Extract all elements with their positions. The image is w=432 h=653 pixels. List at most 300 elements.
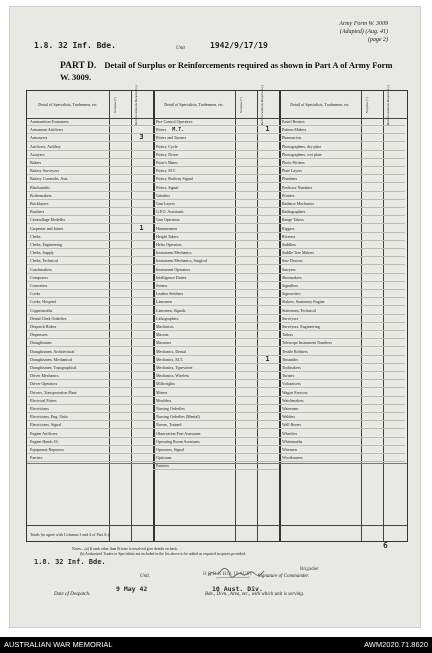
row-cell	[235, 405, 257, 413]
row-label: Observation Post Assistants	[156, 430, 201, 436]
table-row	[153, 454, 235, 462]
row-label: Wheelers	[282, 430, 298, 436]
row-cell	[109, 159, 131, 167]
row-cell	[109, 208, 131, 216]
row-cell	[235, 257, 257, 265]
row-label: Dental Clerk Orderlies	[30, 315, 67, 321]
row-cell	[235, 323, 257, 331]
row-cell	[109, 298, 131, 306]
row-label: Boilermakers	[30, 192, 52, 198]
reinforcement-count: 1	[265, 125, 270, 134]
row-cell	[235, 184, 257, 192]
row-label: Concreters	[30, 283, 48, 288]
table-row	[279, 331, 361, 339]
row-cell	[383, 143, 405, 151]
row-label: Draughtsmen, Mechanical	[30, 356, 73, 362]
row-cell	[109, 315, 131, 323]
row-label: Battery Surveyors	[30, 168, 59, 174]
total-value: 6	[383, 541, 388, 550]
row-cell	[361, 339, 383, 347]
row-cell	[383, 118, 405, 126]
row-cell	[235, 307, 257, 315]
row-cell	[235, 266, 257, 274]
row-label: Height Takers	[156, 233, 179, 239]
row-label: Electrical Fitters	[30, 397, 57, 403]
row-cell	[109, 430, 131, 438]
table-row	[153, 159, 235, 167]
row-label: Surveyors	[282, 315, 299, 321]
part-title-text: Detail of Surplus or Reinforcements required as shown in Part A of Army Form W. 3009.	[60, 60, 393, 82]
row-cell	[131, 200, 153, 208]
row-label: Wagon Erectors	[282, 389, 308, 395]
row-cell	[235, 208, 257, 216]
table-row	[279, 216, 361, 224]
row-cell	[383, 405, 405, 413]
row-label: Fitter's Mates	[156, 160, 178, 165]
row-cell	[257, 307, 279, 315]
table-row	[279, 397, 361, 405]
row-label: Surveyors, Engineering	[282, 324, 320, 329]
row-cell	[257, 290, 279, 298]
table-row	[27, 241, 109, 249]
row-cell	[109, 200, 131, 208]
col3-surplus-header: Surplus (+)	[364, 96, 369, 113]
row-label: Blacksmiths	[30, 184, 50, 190]
row-label: Coppersmiths	[30, 307, 53, 313]
col1-reinf-header: Reinforcements Required (-)	[134, 84, 139, 125]
row-cell	[361, 225, 383, 233]
col3-header: Detail of Specialists, Tradesmen, etc.	[290, 102, 350, 107]
table-row	[153, 438, 235, 446]
row-label: Joiners	[156, 283, 168, 288]
table-row	[279, 257, 361, 265]
row-cell	[109, 446, 131, 454]
table-row	[153, 389, 235, 397]
row-label: Draughtsmen, Architectural	[30, 348, 75, 354]
row-cell	[131, 249, 153, 257]
table-row	[279, 126, 361, 134]
row-label: Fitters and Turners	[156, 135, 187, 141]
row-label: Photographers, wet plate	[282, 151, 322, 157]
row-label: Carpenter and Joiner	[30, 225, 64, 231]
row-cell	[257, 192, 279, 200]
row-cell	[109, 397, 131, 405]
table-row	[153, 290, 235, 298]
row-cell	[383, 282, 405, 290]
row-label: Textile Refitters	[282, 348, 308, 354]
row-cell	[235, 331, 257, 339]
table-row	[27, 315, 109, 323]
table-row	[153, 323, 235, 331]
row-label: Signwriters	[282, 291, 301, 297]
row-label: Tailors	[282, 332, 294, 338]
row-label: Clerks	[30, 233, 41, 239]
row-label: Painters	[156, 463, 169, 469]
row-cell	[131, 159, 153, 167]
table-row	[279, 380, 361, 388]
row-cell	[257, 159, 279, 167]
row-label: Fitters, Railway Signal	[156, 176, 193, 182]
row-cell	[235, 241, 257, 249]
row-label: Fitters	[156, 127, 167, 133]
row-cell	[235, 413, 257, 421]
row-label: Radiographers	[282, 209, 306, 215]
row-cell	[131, 421, 153, 429]
row-cell	[257, 380, 279, 388]
row-cell	[109, 331, 131, 339]
row-cell	[235, 380, 257, 388]
table-row	[27, 233, 109, 241]
row-label: Ammunition Examiners	[30, 119, 69, 124]
row-label: Drivers, Transportation Plant	[30, 389, 77, 395]
table-row	[279, 143, 361, 151]
row-cell	[257, 184, 279, 192]
row-label: Electricians	[30, 406, 49, 411]
row-label: Tinsmiths	[282, 356, 298, 362]
row-label: Operating Room Assistants	[156, 438, 200, 444]
table-row	[27, 167, 109, 175]
row-cell	[109, 274, 131, 282]
table-row	[153, 257, 235, 265]
row-label: Moulders	[156, 397, 172, 403]
row-cell	[361, 151, 383, 159]
table-row	[279, 298, 361, 306]
row-cell	[109, 151, 131, 159]
row-label: Electricians, Eng. Units	[30, 414, 68, 420]
row-cell	[131, 380, 153, 388]
row-cell	[109, 143, 131, 151]
table-row	[153, 151, 235, 159]
row-cell	[257, 167, 279, 175]
row-label: Welders	[282, 414, 296, 420]
row-label: Photographers, dry plate	[282, 143, 322, 149]
row-label: Range Takers	[282, 217, 304, 223]
row-cell	[109, 249, 131, 257]
row-cell	[257, 274, 279, 282]
row-cell	[131, 257, 153, 265]
row-cell	[235, 118, 257, 126]
row-cell	[383, 397, 405, 405]
division-handwritten: 10 Aust. Div.	[212, 585, 263, 593]
row-cell	[257, 282, 279, 290]
row-cell	[131, 307, 153, 315]
table-row	[153, 225, 235, 233]
row-label: Linesmen, Signals	[156, 307, 186, 313]
row-cell	[361, 192, 383, 200]
table-row	[279, 118, 361, 126]
row-cell	[383, 315, 405, 323]
row-cell	[383, 356, 405, 364]
row-label: Vulcanisers	[282, 381, 301, 387]
row-cell	[235, 438, 257, 446]
row-label: Cooks, Hospital	[30, 299, 56, 305]
row-cell	[383, 184, 405, 192]
row-cell	[361, 233, 383, 241]
row-cell	[383, 339, 405, 347]
row-cell	[235, 151, 257, 159]
row-cell	[109, 167, 131, 175]
row-cell	[361, 175, 383, 183]
row-cell	[257, 389, 279, 397]
row-cell	[361, 290, 383, 298]
row-cell	[109, 364, 131, 372]
table-row	[153, 266, 235, 274]
row-cell	[131, 348, 153, 356]
row-cell	[235, 290, 257, 298]
row-label: Radiator Mechanics	[282, 201, 315, 206]
row-cell	[361, 413, 383, 421]
row-cell	[361, 405, 383, 413]
row-label: Coachmakers	[30, 266, 52, 272]
row-cell	[131, 315, 153, 323]
row-label: Composers	[30, 274, 48, 280]
table-row	[279, 290, 361, 298]
row-cell	[109, 413, 131, 421]
row-cell	[361, 216, 383, 224]
table-row	[279, 372, 361, 380]
row-cell	[361, 118, 383, 126]
row-cell	[383, 446, 405, 454]
row-label: Battery Commdrs. Asst.	[30, 176, 69, 182]
row-label: Grinders	[156, 192, 170, 198]
row-cell	[257, 151, 279, 159]
row-cell	[109, 421, 131, 429]
row-cell	[361, 241, 383, 249]
row-label: Draughtsmen	[30, 340, 52, 346]
row-label: Gun Layers	[156, 201, 175, 206]
row-cell	[383, 167, 405, 175]
row-cell	[257, 397, 279, 405]
row-cell	[257, 208, 279, 216]
row-cell	[383, 233, 405, 241]
row-label: Slakers, Stationary Engine	[282, 299, 325, 305]
rule	[27, 525, 407, 526]
row-cell	[257, 241, 279, 249]
row-cell	[109, 216, 131, 224]
row-cell	[109, 192, 131, 200]
row-cell	[235, 233, 257, 241]
table-row	[279, 405, 361, 413]
row-cell	[131, 438, 153, 446]
row-cell	[361, 430, 383, 438]
row-label: Driver Operators	[30, 381, 58, 387]
row-label: Fire Control Operators	[156, 119, 193, 124]
row-cell	[131, 356, 153, 364]
col1-header: Detail of Specialists, Tradesmen, etc.	[38, 102, 98, 107]
row-cell	[257, 298, 279, 306]
table-row	[27, 282, 109, 290]
row-cell	[383, 249, 405, 257]
row-cell	[383, 257, 405, 265]
row-label: Masseurs	[156, 340, 172, 346]
row-label: Electricians, Signal	[30, 422, 62, 428]
row-cell	[361, 134, 383, 142]
row-cell	[235, 421, 257, 429]
row-label: Mechanics, Dental	[156, 348, 186, 354]
row-label: Opticians	[156, 455, 172, 461]
row-cell	[235, 348, 257, 356]
row-cell	[257, 323, 279, 331]
row-label: Leather Stitchers	[156, 291, 184, 297]
row-cell	[131, 397, 153, 405]
form-id-line-2: (Adapted) (Aug. 41)	[339, 29, 388, 35]
table-row	[27, 200, 109, 208]
table-row	[153, 118, 235, 126]
col2-surplus-header: Surplus (+)	[238, 96, 243, 113]
row-cell	[109, 118, 131, 126]
row-cell	[257, 413, 279, 421]
table-row	[279, 421, 361, 429]
row-label: Instrument Mechanics	[156, 250, 192, 256]
row-cell	[257, 364, 279, 372]
table-row	[279, 167, 361, 175]
table-row	[27, 389, 109, 397]
table-row	[27, 143, 109, 151]
table-row	[153, 126, 235, 134]
table-row	[153, 192, 235, 200]
row-label: Statesmen, Technical	[282, 307, 316, 313]
row-cell	[109, 348, 131, 356]
table-row	[27, 339, 109, 347]
row-cell	[235, 159, 257, 167]
table-row	[279, 225, 361, 233]
table-row	[27, 364, 109, 372]
row-cell	[361, 159, 383, 167]
table-row	[279, 233, 361, 241]
table-row	[279, 274, 361, 282]
row-cell	[257, 266, 279, 274]
row-cell	[383, 454, 405, 462]
table-row	[153, 413, 235, 421]
table-row	[27, 454, 109, 462]
row-cell	[131, 241, 153, 249]
division-label: Bde., Divn., Area, etc., with which unit is serving.	[205, 592, 305, 597]
row-cell	[109, 290, 131, 298]
table-row	[279, 192, 361, 200]
row-label: Miners	[156, 389, 168, 395]
row-cell	[109, 266, 131, 274]
row-cell	[257, 134, 279, 142]
table-row	[279, 438, 361, 446]
table-row	[153, 200, 235, 208]
table-row	[279, 159, 361, 167]
row-cell	[235, 274, 257, 282]
row-cell	[109, 438, 131, 446]
form-id-line-3: (page 2)	[367, 37, 388, 43]
form-id-line-1: Army Form W. 3009	[339, 21, 388, 27]
row-cell	[257, 405, 279, 413]
row-cell	[361, 446, 383, 454]
table-row	[153, 143, 235, 151]
row-cell	[131, 151, 153, 159]
row-cell	[257, 462, 279, 470]
row-label: Telescope Instrument Numbers	[282, 340, 332, 346]
table-row	[27, 307, 109, 315]
row-label: Saddlers	[282, 242, 296, 247]
row-cell	[109, 184, 131, 192]
row-cell	[361, 331, 383, 339]
row-label: Gun Operators	[156, 217, 180, 223]
row-cell	[383, 323, 405, 331]
row-cell	[131, 405, 153, 413]
row-label: Pattern Makers	[282, 127, 307, 133]
row-cell	[109, 126, 131, 134]
row-label: Intelligence Duties	[156, 274, 187, 280]
row-label: Mechanics, Wireless	[156, 373, 190, 379]
row-cell	[109, 175, 131, 183]
row-cell	[383, 290, 405, 298]
row-cell	[131, 339, 153, 347]
table-row	[27, 438, 109, 446]
table-row	[153, 356, 235, 364]
row-cell	[235, 216, 257, 224]
part-label: PART D.	[60, 61, 97, 71]
row-label: Dispensers	[30, 332, 48, 338]
col3-reinf-header: Reinforcements Required (-)	[386, 84, 391, 125]
row-label: Driver Mechanics	[30, 373, 59, 379]
row-label: Mechanics, Typewriter	[156, 365, 193, 370]
row-cell	[257, 372, 279, 380]
row-cell	[383, 307, 405, 315]
table-row	[279, 356, 361, 364]
row-label: Fitters, Signal	[156, 184, 179, 190]
row-cell	[235, 397, 257, 405]
row-cell	[131, 266, 153, 274]
row-cell	[235, 356, 257, 364]
table-row	[27, 446, 109, 454]
table-row	[279, 241, 361, 249]
table-row	[27, 216, 109, 224]
table-row	[279, 389, 361, 397]
table-row	[279, 307, 361, 315]
table-row	[27, 430, 109, 438]
table-row	[27, 175, 109, 183]
row-cell	[131, 274, 153, 282]
table-row	[153, 462, 235, 470]
col2-header: Detail of Specialists, Tradesmen, etc.	[164, 102, 224, 107]
row-cell	[361, 143, 383, 151]
row-cell	[131, 208, 153, 216]
table-row	[153, 372, 235, 380]
row-cell	[383, 200, 405, 208]
row-label: Saddle Tree Makers	[282, 250, 314, 256]
unit-label: Unit	[176, 46, 185, 51]
row-label: Riveters	[282, 233, 296, 239]
table-row	[27, 208, 109, 216]
row-cell	[131, 167, 153, 175]
table-row	[153, 307, 235, 315]
table-row	[153, 397, 235, 405]
row-cell	[257, 430, 279, 438]
row-cell	[235, 339, 257, 347]
row-cell	[383, 298, 405, 306]
row-cell	[361, 200, 383, 208]
row-label: Printers	[282, 192, 295, 198]
table-row	[27, 331, 109, 339]
form-id	[310, 20, 388, 44]
row-cell	[383, 372, 405, 380]
row-cell	[361, 323, 383, 331]
row-cell	[235, 315, 257, 323]
row-label: Assayers	[30, 151, 45, 157]
note-b: (b) Authorized Trades or Specialists not included in the list above to be added as required in spaces provided.	[80, 552, 246, 556]
table-row	[27, 397, 109, 405]
row-cell	[257, 421, 279, 429]
row-label: Engine Hands I/C	[30, 438, 59, 444]
row-label: Camouflage Modeller	[30, 217, 66, 223]
table-row	[27, 421, 109, 429]
row-cell	[109, 307, 131, 315]
